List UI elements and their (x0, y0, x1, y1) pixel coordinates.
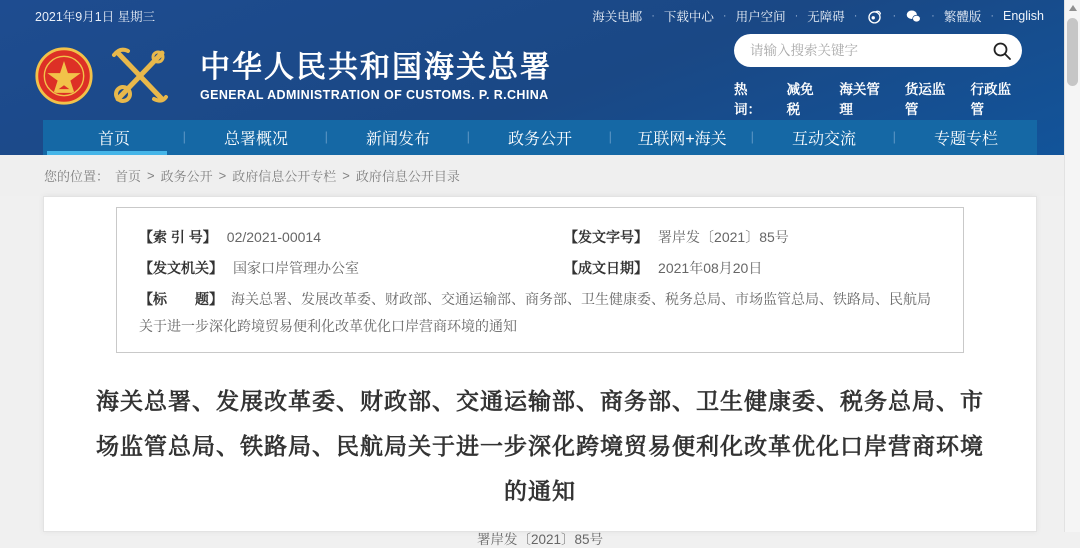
site-title: 中华人民共和国海关总署 (200, 50, 552, 84)
nav-item-gov-affairs[interactable]: 政务公开 | (507, 129, 612, 148)
wechat-icon[interactable] (905, 8, 922, 25)
separator-dot: · (794, 10, 799, 22)
weibo-icon[interactable] (866, 8, 883, 25)
topbar-link-mail[interactable]: 海关电邮 (592, 10, 643, 24)
topbar-link-traditional[interactable]: 繁體版 (943, 10, 982, 24)
meta-label-index-no: 【索 引 号】 (139, 229, 217, 245)
search-area (734, 34, 1022, 118)
table-row (139, 222, 941, 253)
topbar-link-download[interactable]: 下载中心 (663, 10, 714, 24)
header-row (0, 32, 1064, 120)
scroll-up-icon (1069, 5, 1077, 11)
scrollbar (1064, 0, 1080, 532)
breadcrumb-info-column[interactable]: 政府信息公开专栏 (232, 169, 337, 184)
separator-dot: · (990, 10, 994, 22)
meta-value-index-no: 02/2021-00014 (226, 229, 321, 245)
site-header (0, 0, 1064, 155)
search-box (734, 34, 1022, 67)
meta-label-title: 【标 题】 (139, 291, 223, 307)
nav-item-overview[interactable]: 总署概况 | (223, 129, 328, 148)
doc-meta-table (116, 207, 964, 353)
meta-value-issuing-organ: 国家口岸管理办公室 (233, 260, 359, 276)
search-icon (992, 41, 1012, 61)
meta-label-date: 【成文日期】 (564, 260, 649, 276)
meta-value-doc-symbol: 署岸发〔2021〕85号 (658, 229, 789, 245)
topbar-link-userspace[interactable]: 用户空间 (735, 10, 786, 24)
topbar-link-english[interactable]: English (1003, 9, 1044, 23)
content-area (0, 196, 1064, 547)
site-subtitle: GENERAL ADMINISTRATION OF CUSTOMS. P. R.CHINA (200, 87, 549, 102)
topbar (0, 0, 1064, 32)
breadcrumb-home[interactable]: 首页 (115, 169, 142, 184)
scroll-up-button[interactable] (1065, 0, 1080, 16)
breadcrumb: 您的位置： 首页 > 政务公开 > 政府信息公开专栏 > 政府信息公开目录 (0, 155, 1064, 196)
current-date: 2021年9月1日 星期三 (35, 10, 156, 24)
topbar-links (592, 7, 1044, 25)
table-row (139, 253, 941, 284)
separator-dot: · (931, 10, 935, 22)
scrollbar-thumb[interactable] (1067, 18, 1078, 86)
hotword-link[interactable]: 减免税 (786, 82, 814, 117)
meta-label-doc-symbol: 【发文字号】 (564, 229, 649, 245)
article-doc-number: 署岸发〔2021〕85号 (476, 532, 604, 547)
hotword-link[interactable]: 海关管理 (839, 82, 880, 117)
separator-dot: · (651, 10, 655, 22)
nav-item-news[interactable]: 新闻发布 | (365, 129, 470, 148)
breadcrumb-info-catalog[interactable]: 政府信息公开目录 (355, 169, 460, 184)
nav-item-home[interactable]: 首页 | (43, 120, 185, 155)
main-nav (43, 120, 1037, 155)
hotword-link[interactable]: 行政监管 (970, 82, 1011, 117)
breadcrumb-gov-affairs[interactable]: 政务公开 (160, 169, 213, 184)
topbar-link-accessibility[interactable]: 无障碍 (807, 10, 845, 24)
hotwords (734, 78, 1022, 118)
nav-item-internet-customs[interactable]: 互联网+海关 | (637, 129, 754, 148)
hotwords-label: 热词： (734, 82, 761, 117)
hotword-link[interactable]: 货运监管 (904, 82, 946, 117)
meta-value-date: 2021年08月20日 (658, 260, 763, 276)
customs-emblem-icon (104, 43, 176, 109)
separator-dot: · (722, 10, 727, 22)
search-input[interactable] (750, 43, 992, 58)
document-paper (43, 196, 1037, 547)
national-emblem-icon (34, 46, 94, 106)
separator-dot: · (853, 10, 858, 22)
nav-item-special-topics[interactable]: 专题专栏 (933, 131, 998, 148)
table-row-title (139, 286, 941, 340)
site-title-block (200, 51, 552, 102)
meta-label-issuing-organ: 【发文机关】 (139, 260, 223, 276)
separator-dot: · (892, 10, 897, 22)
breadcrumb-label: 您的位置： (44, 169, 110, 184)
nav-item-interaction[interactable]: 互动交流 | (791, 129, 896, 148)
site-logo[interactable] (34, 43, 552, 109)
meta-value-title: 海关总署、发展改革委、财政部、交通运输部、商务部、卫生健康委、税务总局、市场监管总局、铁路局、民航局关于进一步深化跨境贸易便利化改革优化口岸营商环境的通知 (139, 291, 931, 334)
article-title: 海关总署、发展改革委、财政部、交通运输部、商务部、卫生健康委、税务总局、市场监管总局、铁路局、民航局关于进一步深化跨境贸易便利化改革优化口岸营商环境的通知 (96, 388, 984, 504)
search-button[interactable] (992, 41, 1012, 61)
